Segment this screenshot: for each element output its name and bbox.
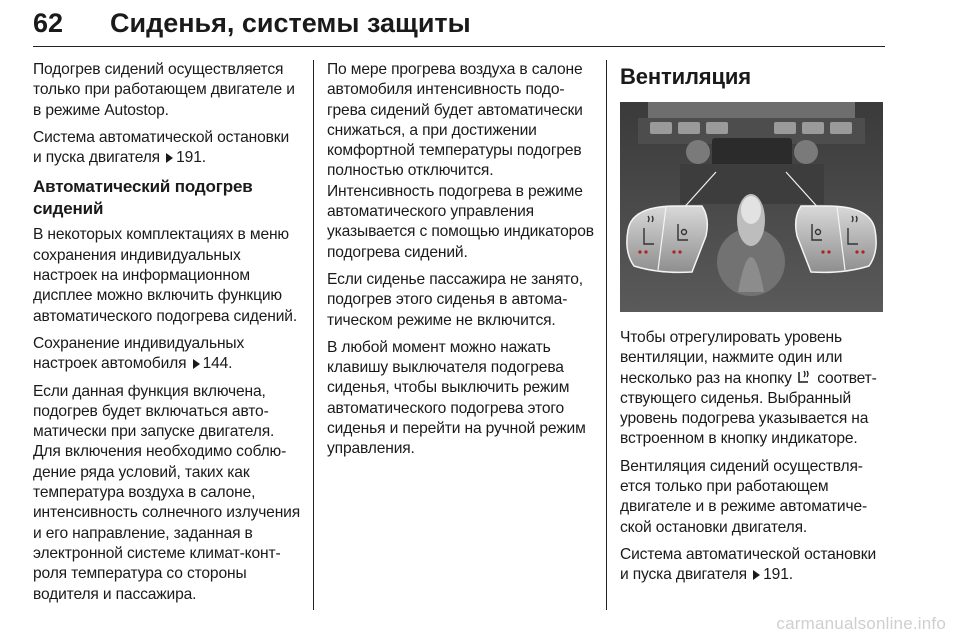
page-ref[interactable]: 191. <box>763 566 793 584</box>
right-seat-buttons[interactable] <box>796 206 876 272</box>
seat-controls-figure <box>620 102 883 312</box>
paragraph: Если данная функция включена, подогрев будет включаться автоматически при запуске двигателя. Для включения необходимо соблюдение ряда условий, таких как температура воздуха в салоне, интенсивность солнечного излучения и его направление, заданная в электронной системе климат-контроля температура со стороны водителя и пассажира. <box>33 382 301 603</box>
page-header <box>33 6 885 47</box>
watermark: carmanualsonline.info <box>776 614 946 633</box>
page-number: 62 <box>33 8 64 38</box>
page-ref-arrow-icon <box>753 570 760 580</box>
column-divider <box>606 60 607 610</box>
paragraph-with-ref: Система автоматической остановки и пуска двигателя 191. <box>620 545 877 584</box>
seat-vent-icon <box>796 369 813 385</box>
page-ref-arrow-icon <box>166 153 173 163</box>
section-heading: Автоматический подогрев сидений <box>33 177 253 218</box>
section-title: Вентиляция <box>620 64 751 89</box>
page-ref-arrow-icon <box>193 359 200 369</box>
paragraph-with-ref: Сохранение индивидуальных настроек автомобиля 144. <box>33 334 245 373</box>
running-title: Сиденья, системы защиты <box>110 8 471 38</box>
column-right <box>620 60 888 593</box>
paragraph: По мере прогрева воздуха в салоне автомобиля интенсивность подогрева сидений будет автоматически снижаться, а при достижении комфортной температуры подогрев полностью отключится. Интенсивность подогрева в режиме автоматического управления указывается с помощью индикаторов подогрева сидений. <box>327 61 594 261</box>
column-left <box>33 60 301 612</box>
page-ref[interactable]: 191. <box>176 149 206 167</box>
paragraph-with-icon: Чтобы отрегулировать уровень вентиляции, нажмите один или несколько раз на кнопку соответствующего сиденья. Выбранный уровень подогрева указывается на встроенном в кнопку индикаторе. <box>620 329 877 448</box>
paragraph: Если сиденье пассажира не занято, подогрев этого сиденья в автоматическом режиме не включится. <box>327 270 583 329</box>
paragraph: Подогрев сидений осуществляется только при работающем двигателе и в режиме Autostop. <box>33 61 295 119</box>
left-seat-buttons[interactable] <box>627 206 707 272</box>
paragraph: В любой момент можно нажать клавишу выключателя подогрева сиденья, чтобы выключить режим автоматического подогрева этого сиденья и перейти на ручной режим управления. <box>327 338 586 458</box>
paragraph-with-ref: Система автоматической остановки и пуска двигателя 191. <box>33 128 290 167</box>
paragraph: Вентиляция сидений осуществляется только при работающем двигателе и в режиме автоматической остановки двигателя. <box>620 457 868 536</box>
column-middle <box>327 60 595 467</box>
column-divider <box>313 60 314 610</box>
paragraph: В некоторых комплектациях в меню сохранения индивидуальных настроек на информационном дисплее можно включить функцию автоматического подогрева сидений. <box>33 226 298 325</box>
page-ref[interactable]: 144. <box>202 355 233 373</box>
